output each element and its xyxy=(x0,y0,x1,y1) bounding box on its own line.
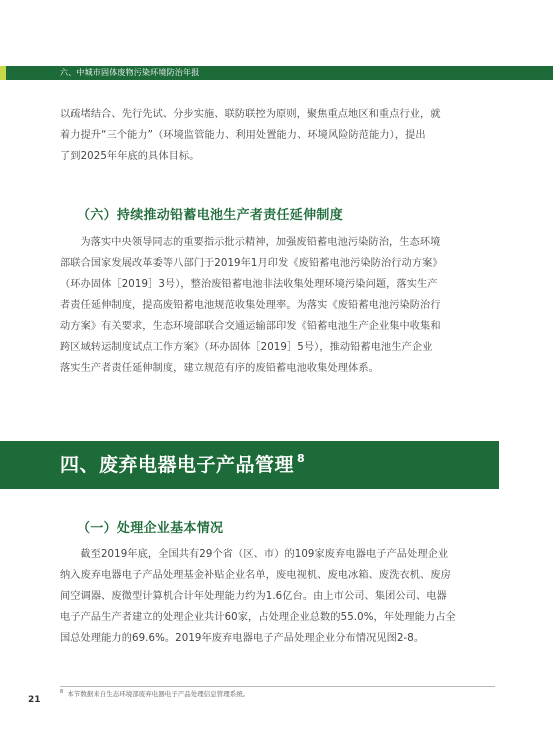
text-line: 以疏堵结合、先行先试、分步实施、联防联控为原则，聚焦重点地区和重点行业，就 xyxy=(60,109,441,120)
text-line: 着力提升“三个能力”（环境监管能力、利用处置能力、环境风险防范能力），提出 xyxy=(60,130,426,141)
header-accent-bar xyxy=(0,66,6,80)
footnote xyxy=(60,689,249,698)
text-line: 国总处理能力的69.6%。2019年废弃电器电子产品处理企业分布情况见图2-8。 xyxy=(60,633,425,644)
section-heading-enterprises: （一）处理企业基本情况 xyxy=(77,521,224,536)
text-line: 了到2025年年底的具体目标。 xyxy=(60,151,200,162)
chapter-title-text: 四、废弃电器电子产品管理 xyxy=(60,454,295,476)
text-line: 电子产品生产者建立的处理企业共计60家，占处理企业总数的55.0%，年处理能力占全 xyxy=(60,612,456,623)
footnote-divider xyxy=(60,686,495,687)
text-line: （环办固体［2019］3号），整治废铅蓄电池非法收集处理环境污染问题，落实生产 xyxy=(60,279,438,290)
footnote-marker: 8 xyxy=(60,689,64,695)
footnote-text: 本节数据来自生态环境部废弃电器电子产品处理信息管理系统。 xyxy=(67,690,250,699)
text-line: 为落实中央领导同志的重要指示批示精神，加强废铅蓄电池污染防治，生态环境 xyxy=(80,237,441,248)
footnote-reference[interactable]: 8 xyxy=(297,452,306,465)
enterprises-paragraph xyxy=(60,544,495,649)
text-line: 部联合国家发展改革委等八部门于2019年1月印发《废铅蓄电池污染防治行动方案》 xyxy=(60,258,443,269)
text-line: 纳入废弃电器电子产品处理基金补贴企业名单，废电视机、废电冰箱、废洗衣机、废房 xyxy=(60,570,451,581)
text-line: 跨区域转运制度试点工作方案》（环办固体［2019］5号），推动铅蓄电池生产企业 xyxy=(60,342,433,353)
intro-paragraph xyxy=(60,104,495,167)
text-line: 动方案》有关要求，生态环境部联合交通运输部印发《铅蓄电池生产企业集中收集和 xyxy=(60,321,441,332)
battery-paragraph xyxy=(60,232,495,379)
text-line: 者责任延伸制度，提高废铅蓄电池规范收集处理率。为落实《废铅蓄电池污染防治行 xyxy=(60,300,441,311)
page-number: 21 xyxy=(28,695,41,705)
text-line: 截至2019年底，全国共有29个省（区、市）的109家废弃电器电子产品处理企业 xyxy=(80,549,449,560)
running-header-title: 六、中城市固体废物污染环境防治年报 xyxy=(60,68,200,77)
section-heading-battery: （六）持续推动铅蓄电池生产者责任延伸制度 xyxy=(77,208,344,223)
chapter-title xyxy=(60,441,305,489)
text-line: 间空调器、废微型计算机合计年处理能力约为1.6亿台。由上市公司、集团公司、电器 xyxy=(60,591,447,602)
text-line: 落实生产者责任延伸制度，建立规范有序的废铅蓄电池收集处理体系。 xyxy=(60,363,379,374)
